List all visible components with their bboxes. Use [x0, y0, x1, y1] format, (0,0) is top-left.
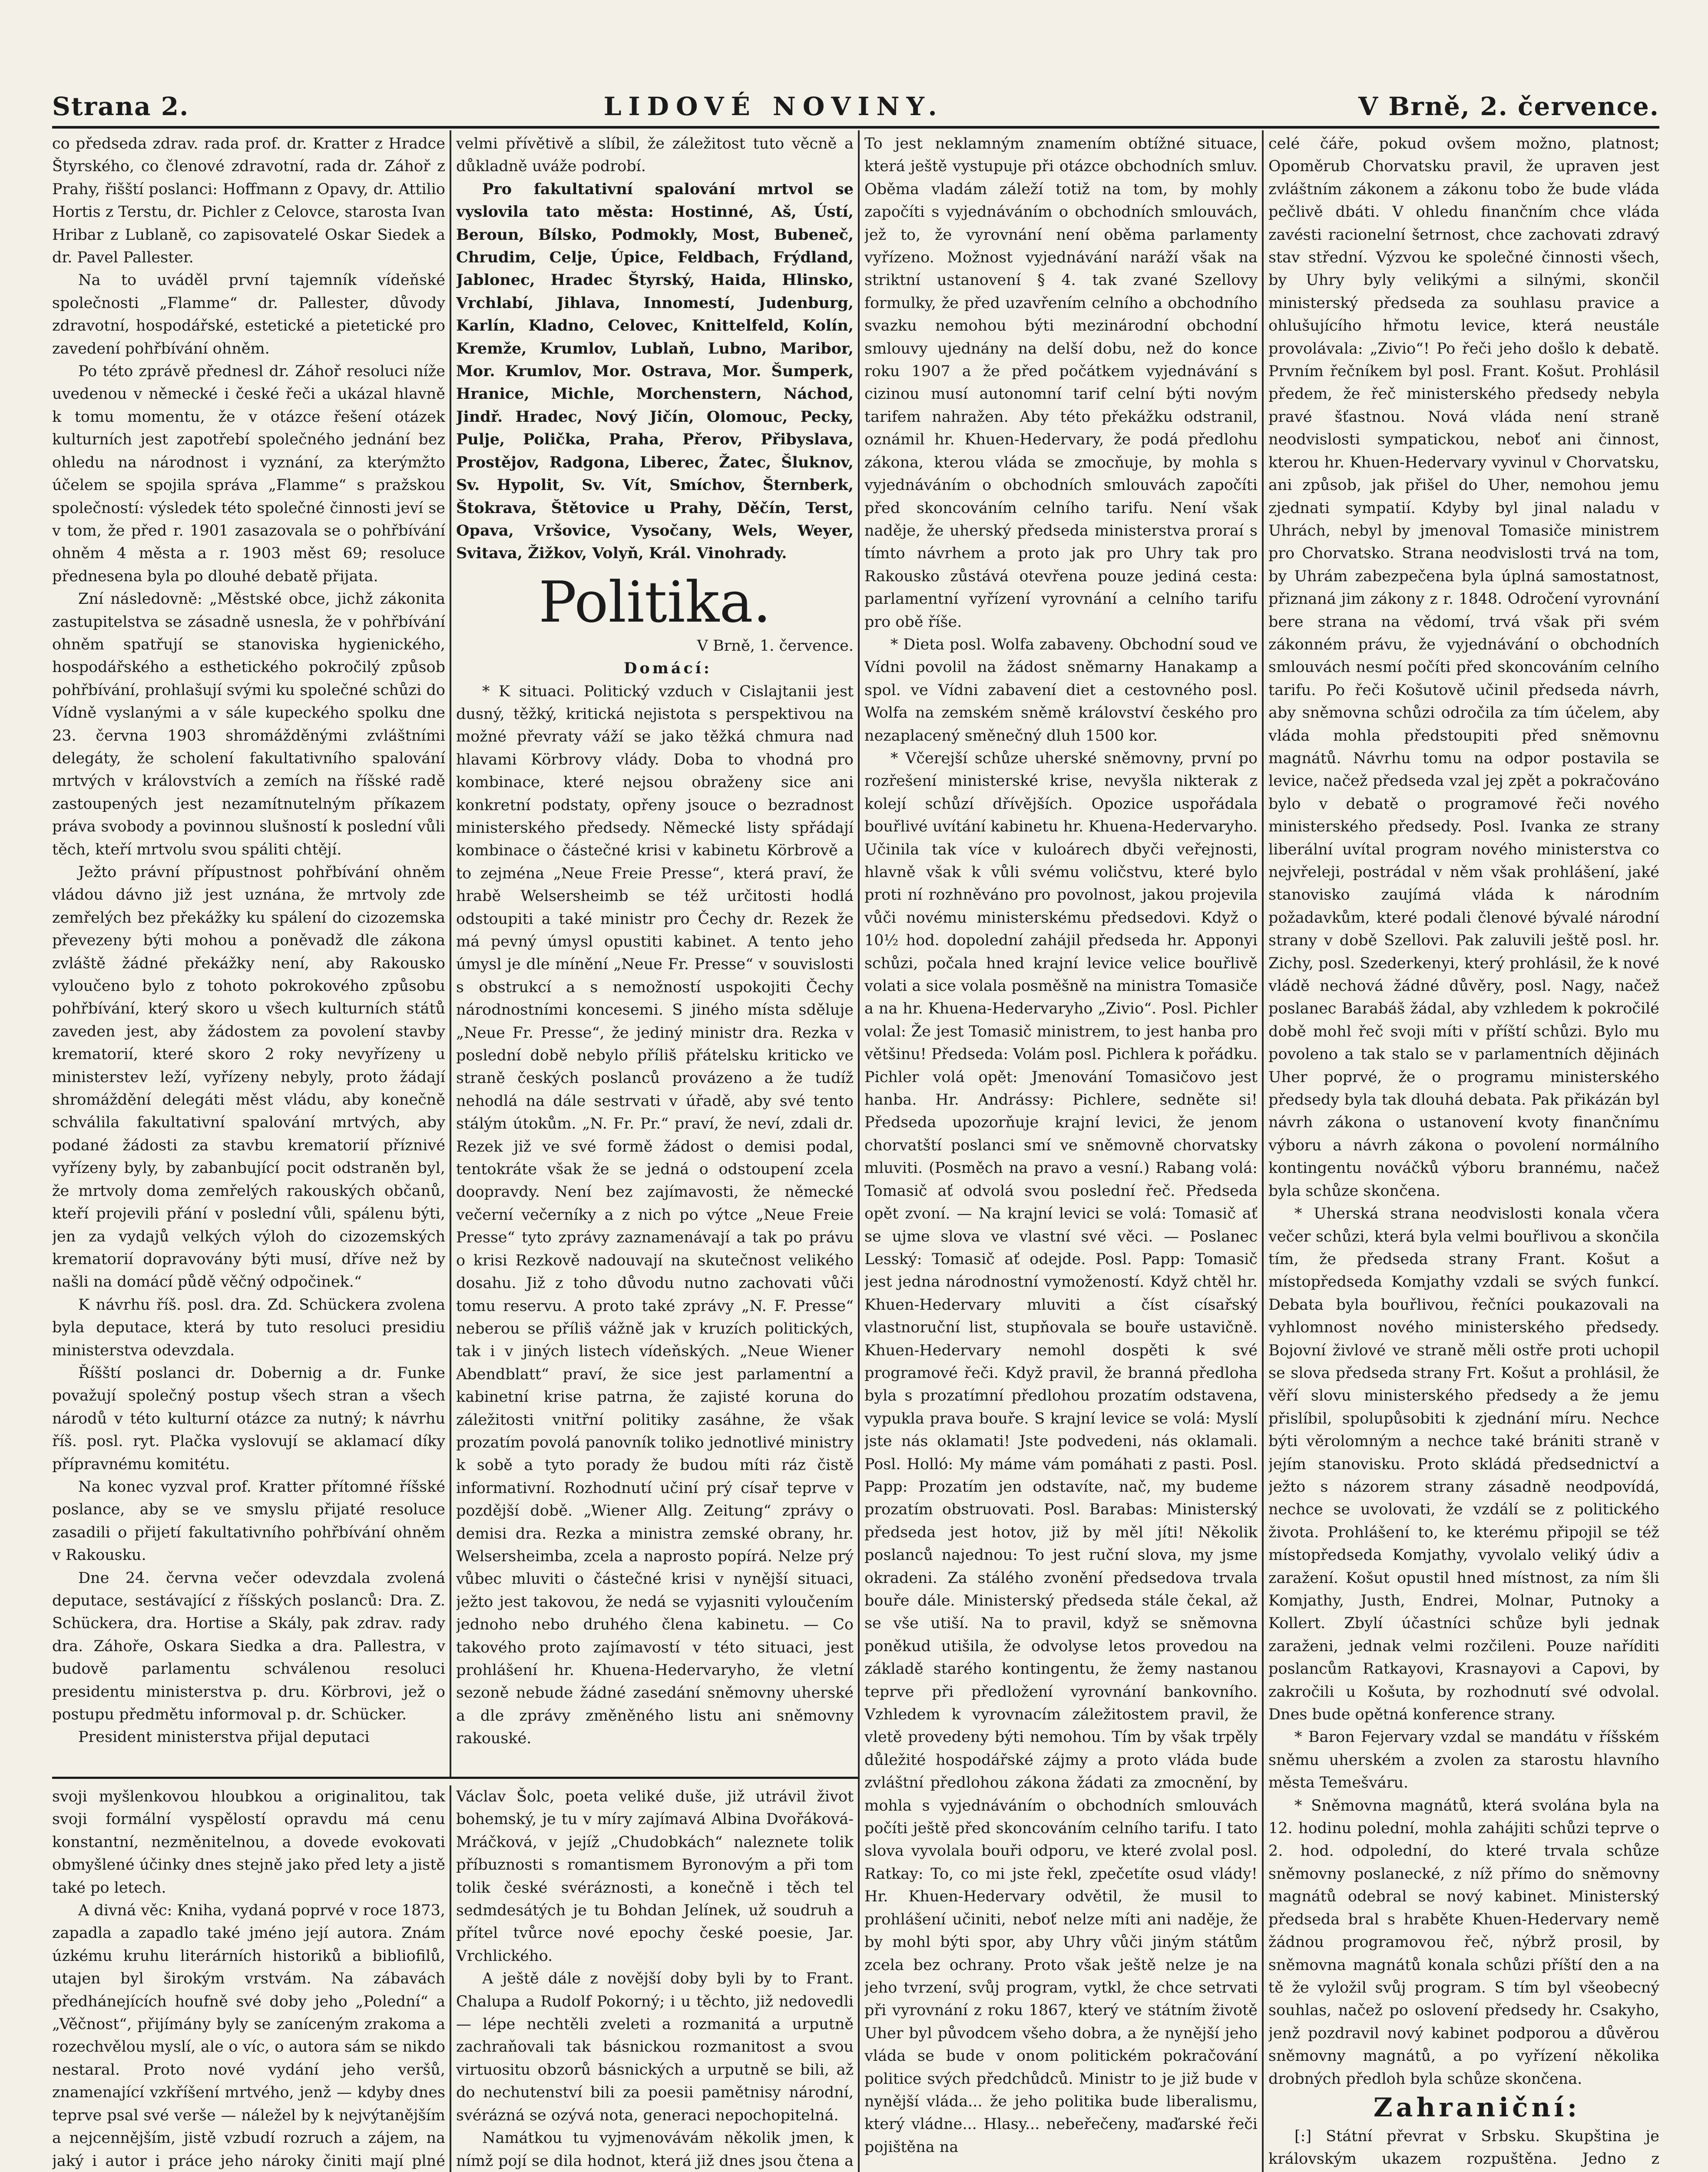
paragraph: President ministerstva přijal deputaci: [78, 1728, 370, 1746]
section-title-politika: Politika.: [538, 569, 771, 635]
header-dateline: V Brně, 2. července.: [1358, 92, 1659, 121]
paragraph-city-list: Pro fakultativní spalování mrtvol se vyslovila tato města: Hostinné, Aš, Ústí, Beroun, Bílsko, Podmokly, Most, Bubeneč, Chrudim, Celje, Úpice, Feldbach, Frýdland, Jablonec, Hradec Štyrský, Haida, Hlinsko, Vrchlabí, Jihlava, Innomestí, Judenburg, Karlín, Kladno, Celovec, Knittelfeld, Kolín, Kremže, Krumlov, Lublaň, Lubno, Maribor, Mor. Krumlov, Mor. Ostrava, Mor. Šumperk, Hranice, Michle, Morchenstern, Náchod, Jindř. Hradec, Nový Jičín, Olomouc, Pecky, Pulje, Polička, Praha, Přerov, Přibyslava, Prostějov, Radgona, Liberec, Žatec, Šluknov, Sv. Hypolit, Sv. Vít, Smíchov, Šternberk, Štokrava, Štětovice u Prahy, Děčín, Terst, Opava, Vršovice, Vysočany, Wels, Weyer, Svitava, Žižkov, Volyň, Král. Vinohrady.: [456, 180, 854, 563]
paragraph: * Baron Fejervary vzdal se mandátu v říšském sněmu uherském a zvolen za starostu hlavního města Temešváru.: [1268, 1728, 1659, 1792]
paragraph: To jest neklamným znamením obtížné situace, která ještě vystupuje při otázce obchodních smluv. Oběma vladám záleží totiž na tom, by mohly započíti s vyjednáváním o obchodních smlouvách, jež to, že vyrovnání není oběma parlamenty vyřízeno. Možnost vyjednávání naráží však na striktní ustanovení § 4. tak zvané Szellovy formulky, že před uzavřením celního a obchodního svazku nemohou býti mezinárodní obchodní smlouvy ujednány na delší dobu, než do konce roku 1907 a že před počátkem vyjednávání s cizinou musí autonomní tarif celní býti novým tarifem nahražen. Aby této překážku odstranil, oznámil hr. Khuen-Hedervary, že podá předlohu zákona, kterou vláda se zmocňuje, by mohla s vyjednáváním o obchodních smlouvách započíti před skoncováním celního tarifu. Není však naděje, že uherský předseda ministerstva proraí s tímto návrhem a proto jak pro Uhry tak pro Rakousko zůstává otevřena pouze jediná cesta: parlamentní vyřízení vyrovnání a celního tarifu pro obě říše.: [864, 135, 1258, 631]
column-rule-2: [858, 130, 860, 2172]
paragraph: celé čáře, pokud ovšem možno, platnost; Opoměrub Chorvatsku pravil, že upraven jest zvláštním zákonem a zákonu tobo že bude vláda pečlivě dbáti. V ohledu finančním chce vláda zavésti racionelní šetrnost, chce zachovati zdravý stav střední. Výzvou ke společné činnosti všech, by Uhry byly velikými a silnými, skončil ministerský předseda za souhlasu pravice a ohlušujícího hřmotu levice, která neustále provolávala: „Zivio“! Po řeči jeho došlo k debatě. Prvním řečníkem byl posl. Frant. Košut. Prohlásil předem, že řeč ministerského předsedy nebyla pravé šťastnou. Nová vláda není straně neodvislosti sympatickou, neboť ani činnost, kterou hr. Khuen-Hedervary vyvinul v Chorvatsku, ani způsob, jak přišel do Uher, nemohou jemu zjednati sympatií. Kdyby byl jinal naladu v Uhrách, nebyl by jmenoval Tomasiče ministrem pro Chorvatsko. Strana neodvislosti trvá na tom, by Uhrám zabezpečena byla úplná samostatnost, přiznaná jim zákony z r. 1848. Odročení vyrovnání bere strana na vědomí, trvá však při svém zákonném právu, že vyjednávání o obchodních smlouvách nesmí počíti před skoncováním celního tarifu. Po řeči Košutově učinil předseda návrh, aby sněmovna schůzi odročila za tím účelem, aby vláda mohla předstoupiti před sněmovnu magnátů. Návrhu tomu na odpor postavila se levice, načež předseda vzal jej zpět a pokračováno bylo v debatě o programové řeči nového ministerského předsedy. Posl. Ivanka ze strany liberální uvítal program nového ministerstva co nejvřeleji, postrádal v něm však prohlášení, jaké stanovisko zaujímá vláda k národním požadavkům, které podali členové bývalé národní strany v době Szellovi. Pak zaluvili ještě posl. hr. Zichy, posl. Szederkenyi, který prohlásil, že k nové vládě nechová žádné důvěry, posl. Nagy, načež poslanec Barabáš žádal, aby vzhledem k pokročilé době mohl řeč svoji míti v příští schůzi. Bylo mu povoleno a tak stalo se v parlamentních dějinách Uher poprvé, že o programu ministerského předsedy byla tak dlouhá debata. Pak přikázán byl návrh zákona o ustanovení kvoty finančnímu výboru a návrh zákona o povolení normálního kontingentu nováčků výboru brannému, načež byla schůze skončena.: [1268, 135, 1659, 1200]
paragraph: A divná věc: Kniha, vydaná poprvé v roce 1873, zapadla a zapadlo také jméno její autora. Znám úzkému kruhu literárních historiků a bibliofilů, utajen byl širokým vrstvám. Na zábavách předhánejících houfně své doby jeho „Polední“ a „Věčnost“, přijímány byly se zaníceným zrakoma a rozechvělou myslí, ale o víc, o autora sám se nikdo nestaral. Proto nové vydání jeho veršů, znamenající vzkříšení mrtvého, jenž — kdyby dnes teprve psal své verše — náležel by k nejvýtanějším a nejcennějším, jistě vzbudí rozruch a zájem, na jaký i autor i práce jeho nároky činiti mají plné: [52, 1902, 445, 2170]
column-2: [456, 132, 854, 1775]
paragraph: Na konec vyzval prof. Kratter přítomné říšské poslance, aby se ve smyslu přijaté resoluce zasadili o přijetí fakultativního pohřbívání ohněm v Rakousku.: [52, 1478, 445, 1564]
paragraph: * K situaci. Politický vzduch v Cislajtanii jest dusný, těžký, kritická nejistota s perspektivou na možné převraty váží se jako těžká chmura nad hlavami Körbrovy vlády. Doba to vhodná pro kombinace, které nejsou obraženy sice ani konkretní podstaty, opřeny jsouce o bezradnost ministerského předsedy. Německé listy spřádají kombinace o částečné krisi v kabinetu Körbrově a to zejména „Neue Freie Presse“, která praví, že hrabě Welsersheimb se též určitosti hodlá odstoupiti a také ministr pro Čechy dr. Rezek že má pevný úmysl opustiti kabinet. A tento jeho úmysl je dle mínění „Neue Fr. Presse“ v souvislosti s obstrukcí a s nemožností uspokojiti Čechy národnostními koncesemi. S jiného místa sděluje „Neue Fr. Presse“, že jediný ministr dra. Rezka v poslední době nebylo příliš přátelsku kriticko ve straně českých poslanců provázeno a že tudíž nehodlá na dále sestrvati v úřadě, aby své tento stálým útokům. „N. Fr. Pr.“ praví, že neví, zdali dr. Rezek již ve své formě žádost o demisi podal, tentokráte však že se jedná o odstoupení zcela doopravdy. Není bez zajímavosti, že německé večerní večerníky a z nich po výtce „Neue Freie Presse“ tyto zprávy zaznamenávají a tak po právu o krisi Rezkově nadouvají na skutečnost velikého dosahu. Již z toho důvodu nutno zachovati vůči tomu reservu. A proto také zprávy „N. F. Presse“ neberou se příliš vážně jak v kruzích politických, tak i v jiných listech vídeňských. „Neue Wiener Abendblatt“ praví, že sice jest parlamentní a kabinetní krise patrna, že zajisté koruna do záležitosti vnitřní politiky zasáhne, že však prozatím povolá panovník toliko jednotlivé ministry k sobě a tyto porady že budou míti ráz čistě informativní. Rozhodnutí učiní prý císař teprve v pozdější době. „Wiener Allg. Zeitung“ zprávy o demisi dra. Rezka a ministra zemské obrany, hr. Welsersheimba, zcela a naprosto popírá. Nelze prý vůbec mluviti o částečné krisi v nynější situaci, ježto jest takovou, že nedá se vyjasniti vyloučením jednoho nebo druhého člena kabinetu. — Co takového proto zajímavostí v této situaci, jest prohlášení hr. Khuena-Hedervaryho, že vletní sezoně nebude žádné zasedání sněmovny uherské a dle zprávy změněného listu ani sněmovny rakouské.: [456, 682, 854, 1748]
paragraph: Po této zprávě přednesl dr. Záhoř resoluci níže uvedenou v německé i české řeči a ukázal hlavně k tomu momentu, že v otázce řešení otázek kulturních jest zapotřebí společného jednání bez ohledu na národnost i vyznání, za kterýmžto účelem se spojila správa „Flamme“ s pražskou společností: výsledek této společné činnosti jeví se v tom, že před r. 1901 zasazovala se o pohřbívání ohněm 4 města a r. 1903 měst 69; resoluce přednesena byla po dlouhé debatě přijata.: [52, 363, 445, 585]
subsection-head-domestic: Domácí:: [624, 659, 712, 678]
feuilleton-column-1: [52, 1785, 445, 2172]
paragraph: Dne 24. června večer odevzdala zvolená deputace, sestávající z říšských poslanců: Dra. Z. Schückera, dra. Hortise a Skály, pak zdrav. rady dra. Záhoře, Oskara Siedka a dra. Pallestra, v budově parlamentu schválenou resoluci presidentu ministerstva p. dru. Körbrovi, jež o postupu předmětu informoval p. dr. Schücker.: [52, 1569, 445, 1724]
paragraph: Na to uváděl první tajemník vídeňské společnosti „Flamme“ dr. Pallester, důvody zdravotní, hospodářské, estetické a pietetické pro zavedení pohřbívání ohněm.: [52, 272, 445, 358]
paragraph: * Dieta posl. Wolfa zabaveny. Obchodní soud ve Vídni povolil na žádost sněmarny Hanakamp a spol. ve Vídni zabavení diet a cestovného posl. Wolfa na zemském sněmě království českého pro nezaplacený směnečný dluh 1500 kor.: [864, 636, 1258, 745]
column-4: [1268, 132, 1659, 2172]
paragraph: A ještě dále z novější doby byli by to Frant. Chalupa a Rudolf Pokorný; i u těchto, již nedovedli — lépe nechtěli zveleti a rozmanitá a urputně zachraňovali tak básnickou rozmanitost a svou virtuositu obzorů básnických a urputně se bili, až do nechutenství bili za poesii pamětnisy národní, svérázná se ozývá nota, generaci nepochopitelná.: [456, 1970, 854, 2124]
column-rule-3: [1262, 130, 1264, 2172]
feuilleton-rule: [52, 1777, 858, 1779]
paragraph: velmi přívětivě a slíbil, že záležitost tuto věcně a důkladně uváže podrobí.: [456, 135, 854, 175]
paragraph: K návrhu říš. posl. dra. Zd. Schückera zvolena byla deputace, která by tuto resoluci presidiu ministerstva odevzdala.: [52, 1296, 445, 1359]
paragraph: co předseda zdrav. rada prof. dr. Kratter z Hradce Štyrského, co členové zdravotní, rada dr. Záhoř z Prahy, řišští poslanci: Hoffmann z Opavy, dr. Attilio Hortis z Terstu, dr. Pichler z Celovce, starosta Ivan Hribar z Lublaně, co zapisovatelé Oskar Siedek a dr. Pavel Pallester.: [52, 135, 445, 267]
column-rule-feuilleton: [450, 1785, 451, 2172]
paragraph: Říšští poslanci dr. Dobernig a dr. Funke považují společný postup všech stran a všech národů v této kulturní otázce za nutný; k návrhu říš. posl. ryt. Plačka vyslovují se aklamací díky přípravnému komitétu.: [52, 1364, 445, 1473]
paragraph: * Uherská strana neodvislosti konala včera večer schůzi, která byla velmi bouřlivou a skončila tím, že předseda strany Frant. Košut a místopředseda Komjathy vzdali se svých funkcí. Debata byla bouřlivou, řečníci poukazovali na vyhlomnost nového ministerského předsedy. Bojovní živlové ve straně měli ostře proti uchopil se slova předseda strany Frt. Košut a prohlásil, že věří slovu ministerského předsedy a že jemu přislíbil, spolupůsobiti k zjednání míru. Nechce býti věrolomným a nechce také brániti straně v jejím stanovisku. Proto skládá předsednictví a ježto s názorem strany zásadně neodpovídá, nechce se uvolovati, že vzdálí se z politického života. Prohlášení to, ke kterému připojil se též místopředseda Komjathy, vyvolalo veliký údiv a zaražení. Košut opustil hned místnost, za ním šli Komjathy, Justh, Endrei, Molnar, Putnoky a Kollert. Zbylí účastníci schůze byli jednak zaraženi, jednak velmi rozčileni. Pouze naříditi poslancům Ratkayovi, Krasnayovi a Capovi, by zakročili u Košuta, by rozhodnutí své odvolal. Dnes bude opětná konference strany.: [1268, 1205, 1659, 1724]
paragraph: * Včerejší schůze uherské sněmovny, první po rozřešení ministerské krise, nevyšla nikterak z kolejí schůzí dřívějších. Opozice uspořádala bouřlivé uvítání kabinetu hr. Khuena-Hedervaryho. Učinila tak více v kuloárech dbyči veřejnosti, hlavně však k vůli svému voličstvu, které bylo proti ní rozhněváno pro povolnost, jakou projevila vůči novému ministerskému předsedovi. Když o 10½ hod. dopolední zahájil předseda hr. Apponyi schůzi, počala hned krajní levice velice bouřlivě volati a sice volala posměšně na ministra Tomasiče a na hr. Khuena-Hedervaryho „Zivio“. Posl. Pichler volal: Že jest Tomasič ministrem, to jest hanba pro většinu! Předseda: Volám posl. Pichlera k pořádku. Pichler volá opět: Jmenování Tomasičovo jest hanba. Hr. Andrássy: Pichlere, sedněte si! Předseda upozorňuje krajní levici, že jenom chorvatští poslanci smí ve sněmovně chorvatsky mluviti. (Posměch na pravo a vesní.) Rabang volá: Tomasič ať odvolá svou poslední řeč. Předseda opět zvoní. — Na krajní levici se volá: Tomasič ať se ujme slova ve vlastní své věci. — Poslanec Lesský: Tomasič ať odejde. Posl. Papp: Tomasič jest jedna národnostní vymožeností. Když chtěl hr. Khuen-Hedervary mluviti a číst císařský vlastnoruční list, stupňovala se bouře ustavičně. Khuen-Hedervary nemohl dospěti k své programové řeči. Když pravil, že branná předloha byla s prozatímní předlohou prozatím odstavena, vypukla prava bouře. S krajní levice se volá: Myslí jste nás oklamati! Jste podvedeni, nás oklamali. Posl. Holló: My máme vám pomáhati z pasti. Posl. Papp: Prozatím jen odstavíte, nač, my budeme prozatím obstruovati. Posl. Barabas: Ministerský předseda jest hotov, již by měl jíti! Několik poslanců najednou: To jest ruční slova, my jsme okradeni. Za stálého zvonění předsedova trvala bouře dále. Ministerský předseda stále čekal, až se vše utiší. Na to pravil, když se sněmovna poněkud utišila, že odvolyse letos provedou na základě starého kontingentu, že žemy nastanou teprve při předložení vyrovnání bankovního. Vzhledem k vyrovnacím záležitostem pravil, že vletě provedeny býti nemohou. Tím by však trpěly důležité hospodářské zájmy a proto vláda bude zvláštní předlohou zákona žádati za zmocnění, by mohla s vyjednáváním o obchodních smlouvách počíti ještě před skoncováním celního tarifu. I tato slova vyvolala bouři odporu, ve které zvolal posl. Ratkay: To, co mi jste řekl, zpečetíte osud vlády! Hr. Khuen-Hedervary odvětil, že musil to prohlášení učiniti, neboť nelze míti ani naděje, že by mohl býti spor, aby Uhry vůči jiným státům zcela bez ochrany. Proto však ještě nelze je na jeho tvrzení, svůj program, vytkl, že chce setrvati při vyrovnání z roku 1867, který ve státním životě Uher byl původcem všeho dobra, a že nynější jeho vláda se bude v onom politickém pokračování politice svých předchůdců. Ministr to je již bude v nynější vláda... že jeho politika bude liberalismu, který vládne... Hlasy... nebeřečeny, maďarské řeči pojištěna na: [864, 749, 1258, 2156]
paragraph: Zní následovně: „Městské obce, jichž zákonita zastupitelstva se zásadně usnesla, že v pohřbívání ohněm spatřují se stanoviska hygienického, hospodářského a esthetického pokročilý způsob pohřbívání, prohlašují svými ku společné schůzi do Vídně vyslanými a v sále kupeckého spolku dne 23. června 1903 shromážděnými zvláštními delegáty, že scholení fakultativního spalování mrtvých v královstvích a zemích na říšské radě zastoupených jest nezamítnutelným příkazem práva svobody a povinnou slušností k poslední vůli těch, kteří mrtvolu svou spáliti chtějí.: [52, 590, 445, 858]
section-dateline: V Brně, 1. července.: [697, 637, 854, 655]
paragraph: svoji myšlenkovou hloubkou a originalitou, tak svoji formální vyspělostí opravdu má cenu konstantní, nezměnitelnou, a dovede evokovati obmyšlené účinky dnes stejně jako před lety a jistě také po letech.: [52, 1788, 445, 1897]
subsection-head-foreign: Zahraniční:: [1373, 2092, 1581, 2123]
paragraph: Namátkou tu vyjmenovávám několik jmen, k nímž pojí se dila hodnot, která již dnes jsou čtena a: [456, 2129, 854, 2170]
paragraph: [:] Státní převrat v Srbsku. Skupština je královským ukazem rozpuštěna. Jedno z: [1268, 2127, 1659, 2168]
page-header: [52, 87, 1659, 129]
paragraph: Ježto právní přípustnost pohřbívání ohněm vládou dávno již jest uznána, že mrtvoly zde zemřelých bez překážky ku spálení do cizozemska převezeny býti mohou a poněvadž dle zákona zvláště žádné překážky není, aby Rakousko vyloučeno bylo z tohoto pokrokového způsobu pohřbívání, který skoro u všech kulturních států zaveden jest, aby žádostem za povolení stavby krematorií, které skoro 2 roky nevyřízeny u ministerstev leží, vyřízeny nebyly, proto žádají shromáždění delegáti měst vládu, aby konečně schválila fakultativní spalování mrtvých, aby podané žádosti za stavbu krematorií příznivé vyřízeny byly, by zabanbující pocit odstraněn byl, že mrtvoly doma zemřelých rakouských občanů, kteří projevili přání v poslední vůli, spálenu býti, jen za vydajů velkých výloh do cizozemských krematorií dopravovány býti musí, dříve než by našli na domácí půdě věčný odpočinek.“: [52, 864, 445, 1291]
feuilleton-column-2: [456, 1785, 854, 2172]
paragraph: * Sněmovna magnátů, která svolána byla na 12. hodinu polední, mohla zahájiti schůzi teprve o 2. hod. odpolední, do které trvala schůze sněmovny poslanecké, z níž přímo do sněmovny magnátů odebral se nový kabinet. Ministerský předseda bral s hraběte Khuen-Hedervary nemě žádnou programovou řeč, nýbrž prosil, by sněmovna magnátů konala schůzi příští den a na tě že vyložil svůj program. S tím byl všeobecný souhlas, načež po oslovení předsedy hr. Csakyho, jenž pozdravil nový kabinet podporou a důvěrou sněmovny magnátů, a po vyřízení několika drobných předloh byla schůze skončena.: [1268, 1797, 1659, 2088]
masthead: LIDOVÉ NOVINY.: [603, 92, 944, 121]
page-number: Strana 2.: [52, 92, 189, 121]
column-1: [52, 132, 445, 1775]
column-3: [864, 132, 1258, 2172]
column-rule-1: [450, 130, 451, 1777]
paragraph: Václav Šolc, poeta veliké duše, již utrávil život bohemský, je tu v míry zajímavá Albina Dvořáková-Mráčková, v jejíž „Chudobkách“ naleznete tolik příbuznosti s romantismem Byronovým a při tom tolik české svéráznosti, a konečně i těch tel sedmdesátých je tu Bohdan Jelínek, už soudruh a přítel tvůrce nové epochy české poesie, Jar. Vrchlického.: [456, 1788, 854, 1965]
